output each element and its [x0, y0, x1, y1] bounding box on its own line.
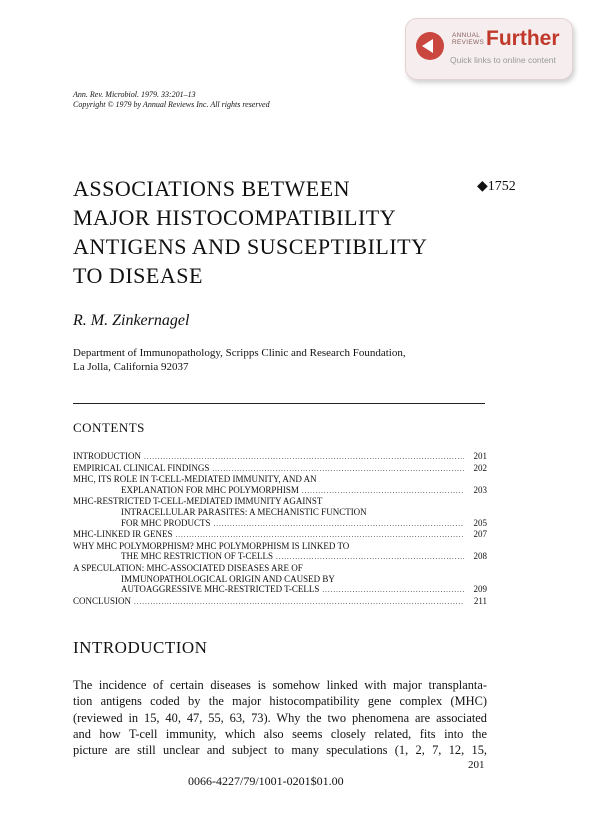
toc-entry-page: 205	[473, 517, 487, 528]
toc-entry-title: EMPIRICAL CLINICAL FINDINGS	[73, 462, 210, 473]
toc-entry[interactable]	[73, 563, 487, 574]
toc-entry-title: FOR MHC PRODUCTS	[121, 517, 211, 528]
article-title: ASSOCIATIONS BETWEEN MAJOR HISTOCOMPATIBILITY ANTIGENS AND SUSCEPTIBILITY TO DISEASE	[73, 176, 428, 288]
toc-leader-dots	[214, 519, 464, 530]
toc-leader-dots	[302, 486, 464, 497]
banner-subtitle: Quick links to online content	[450, 55, 556, 65]
further-banner[interactable]	[405, 18, 573, 80]
toc-entry-title: INTRODUCTION	[73, 451, 141, 461]
toc-entry[interactable]	[73, 507, 487, 518]
toc-entry[interactable]	[73, 485, 487, 497]
toc-entry[interactable]	[73, 463, 487, 475]
toc-leader-dots	[276, 552, 464, 563]
toc-leader-dots	[212, 464, 464, 475]
toc-entry[interactable]	[73, 451, 487, 463]
toc-entry[interactable]	[73, 474, 487, 485]
toc-entry[interactable]	[73, 518, 487, 530]
affiliation: Department of Immunopathology, Scripps Clinic and Research Foundation, La Jolla, California 92037	[73, 347, 406, 373]
author: R. M. Zinkernagel	[73, 312, 190, 329]
toc-entry-page: 203	[473, 484, 487, 495]
toc-entry[interactable]	[73, 529, 487, 541]
toc-entry[interactable]	[73, 584, 487, 596]
toc-entry[interactable]	[73, 574, 487, 585]
divider	[73, 403, 485, 404]
toc-entry[interactable]	[73, 596, 487, 608]
section-heading: INTRODUCTION	[73, 638, 208, 657]
table-of-contents	[73, 451, 487, 607]
page-number: 201	[468, 759, 485, 771]
toc-entry-page: 207	[473, 529, 487, 540]
toc-entry[interactable]	[73, 496, 487, 507]
toc-leader-dots	[134, 597, 464, 608]
toc-entry-title: WHY MHC POLYMORPHISM? MHC POLYMORPHISM IS LINKED TO	[73, 540, 350, 551]
banner-title: Further	[486, 27, 560, 50]
toc-entry[interactable]	[73, 541, 487, 552]
toc-entry-title: IMMUNOPATHOLOGICAL ORIGIN AND CAUSED BY	[121, 573, 335, 584]
toc-entry-title: MHC, ITS ROLE IN T-CELL-MEDIATED IMMUNITY, AND AN	[73, 474, 317, 485]
toc-leader-dots	[144, 452, 464, 463]
toc-entry-page: 208	[473, 551, 487, 562]
toc-entry-title: EXPLANATION FOR MHC POLYMORPHISM	[121, 484, 299, 495]
play-logo-icon	[416, 32, 444, 60]
toc-entry[interactable]	[73, 551, 487, 563]
banner-brand: ANNUAL REVIEWS	[452, 32, 485, 46]
footer-code: 0066-4227/79/1001-0201$01.00	[188, 774, 344, 788]
toc-entry-page: 211	[473, 595, 487, 606]
toc-entry-title: A SPECULATION: MHC-ASSOCIATED DISEASES ARE OF	[73, 562, 303, 573]
citation: Ann. Rev. Microbiol. 1979. 33:201–13 Copyright © 1979 by Annual Reviews Inc. All rights reserved	[73, 90, 270, 109]
toc-entry-title: THE MHC RESTRICTION OF T-CELLS	[121, 551, 274, 562]
toc-entry-title: INTRACELLULAR PARASITES: A MECHANISTIC FUNCTION	[121, 506, 367, 517]
toc-entry-title: MHC-LINKED IR GENES	[73, 529, 173, 540]
body-paragraph: The incidence of certain diseases is somehow linked with major transplanta- tion antigens coded by the major histocompatibility gene complex (MHC) (reviewed in 15, 40, 47, 55, 63, 73). Why the two phenomena are associated and how T-cell immunity, which also seems closely related, fits into the picture are still unclear and subject to many speculations (1, 2, 7, 12, 15,	[73, 678, 487, 758]
toc-entry-page: 201	[473, 451, 487, 461]
toc-entry-page: 202	[473, 462, 487, 473]
toc-entry-title: AUTOAGGRESSIVE MHC-RESTRICTED T-CELLS	[121, 584, 320, 595]
toc-entry-page: 209	[473, 584, 487, 595]
toc-leader-dots	[322, 585, 464, 596]
toc-leader-dots	[176, 530, 465, 541]
doc-number: ◆1752	[477, 179, 516, 194]
contents-heading: CONTENTS	[73, 420, 145, 435]
toc-entry-title: CONCLUSION	[73, 595, 132, 606]
toc-entry-title: MHC-RESTRICTED T-CELL-MEDIATED IMMUNITY AGAINST	[73, 496, 323, 507]
